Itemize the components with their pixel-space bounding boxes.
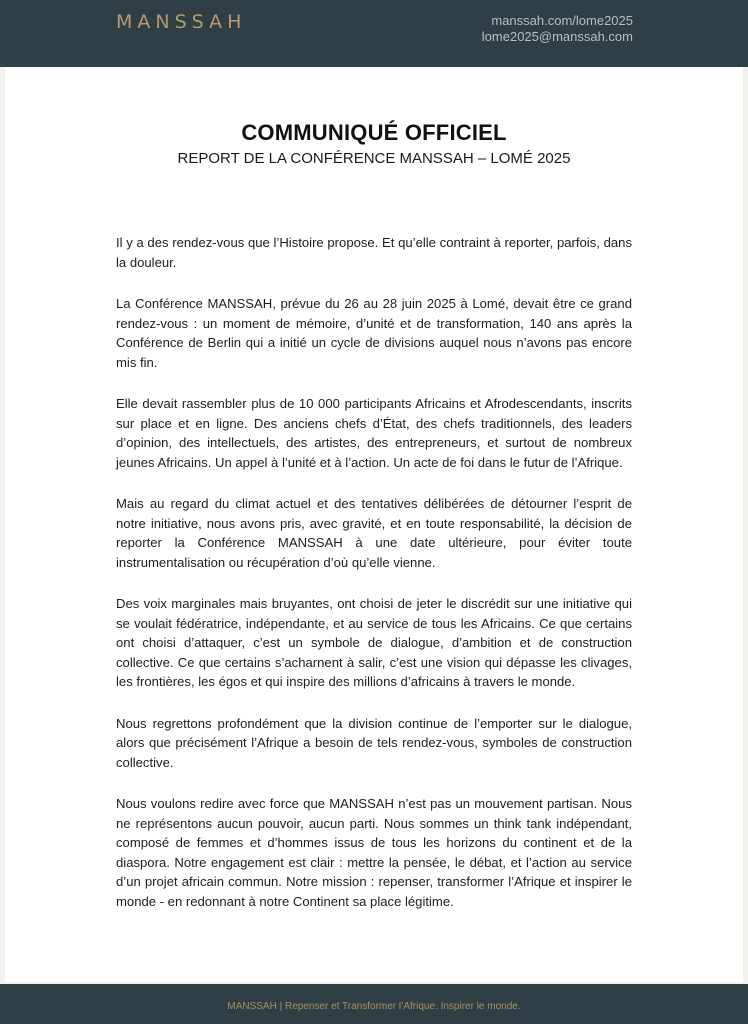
contact-block xyxy=(482,13,633,45)
email-link[interactable]: lome2025@manssah.com xyxy=(481,29,633,44)
paragraph: La Conférence MANSSAH, prévue du 26 au 28 juin 2025 à Lomé, devait être ce grand rendez-vous : un moment de mémoire, d’unité et de transformation, 140 ans après la Conférence de Berlin qui a initié un cycle de divisions auquel nous n’avons pas encore mis fin. xyxy=(116,296,632,370)
website-link[interactable]: manssah.com/lome2025 xyxy=(491,13,633,28)
document-title: COMMUNIQUÉ OFFICIEL xyxy=(241,120,507,145)
letterhead-footer xyxy=(0,984,748,1024)
paragraph: Nous voulons redire avec force que MANSSAH n’est pas un mouvement partisan. Nous ne représentons aucun pouvoir, aucun parti. Nous sommes un think tank indépendant, composé de femmes et d’hommes issus de tous les horizons du continent et de la diaspora. Notre engagement est clair : mettre la pensée, le débat, et l’action au service d’un projet africain commun. Notre mission : repenser, transformer l’Afrique et inspirer le monde - en redonnant à notre Continent sa place légitime. xyxy=(116,796,632,909)
document-body xyxy=(116,233,632,933)
paragraph: Elle devait rassembler plus de 10 000 participants Africains et Afrodescendants, inscrits sur place et en ligne. Des anciens chefs d’État, des chefs traditionnels, des leaders d’opinion, des intellectuels, des artistes, des entrepreneurs, et surtout de nombreux jeunes Africains. Un appel à l’unité et à l’action. Un acte de foi dans le futur de l’Afrique. xyxy=(116,396,632,470)
paragraph: Des voix marginales mais bruyantes, ont choisi de jeter le discrédit sur une initiative qui se voulait fédératrice, indépendante, et au service de tous les Africains. Ce que certains ont choisi d’attaquer, c’est un symbole de dialogue, d’ambition et de construction collective. Ce que certains s’acharnent à salir, c’est une vision qui dépasse les clivages, les frontières, les égos et qui inspire des millions d’africains à travers le monde. xyxy=(116,596,632,689)
paragraph: Nous regrettons profondément que la division continue de l’emporter sur le dialogue, alors que précisément l’Afrique a besoin de tels rendez-vous, symboles de construction collective. xyxy=(116,715,632,770)
document-subtitle: REPORT DE LA CONFÉRENCE MANSSAH – LOMÉ 2025 xyxy=(177,150,571,167)
letterhead-header xyxy=(0,0,748,67)
brand-logo: MANSSAH xyxy=(116,11,247,33)
footer-tagline: MANSSAH | Repenser et Transformer l’Afrique. Inspirer le monde. xyxy=(227,1001,521,1012)
paragraph: Mais au regard du climat actuel et des tentatives délibérées de détourner l’esprit de notre initiative, nous avons pris, avec gravité, et en toute responsabilité, la décision de reporter la Conférence MANSSAH à une date ultérieure, pour éviter toute instrumentalisation ou récupération d’où qu’elle vienne. xyxy=(116,496,632,570)
paragraph: Il y a des rendez-vous que l’Histoire propose. Et qu’elle contraint à reporter, parfois, dans la douleur. xyxy=(116,235,632,270)
